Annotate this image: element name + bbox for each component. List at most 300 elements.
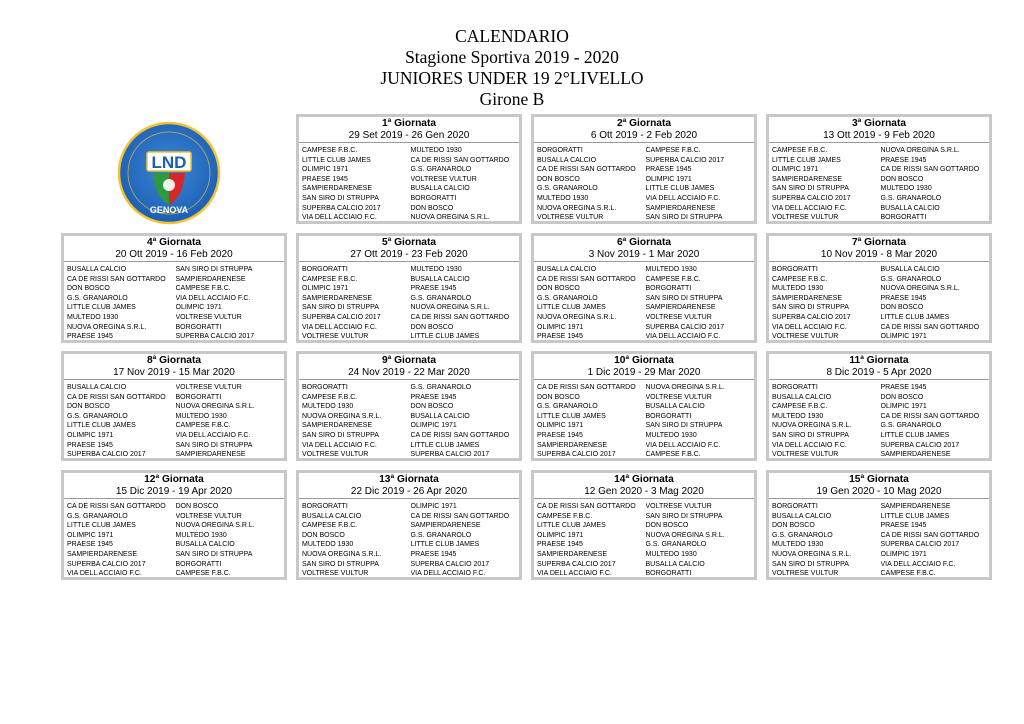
round-dates: 22 Dic 2019 - 26 Apr 2020 xyxy=(350,486,468,497)
match-list xyxy=(299,499,519,579)
home-team: LITTLE CLUB JAMES xyxy=(67,522,136,530)
away-team: SUPERBA CALCIO 2017 xyxy=(645,156,725,164)
match-row xyxy=(772,294,989,304)
away-team: LITTLE CLUB JAMES xyxy=(410,333,480,341)
match-row xyxy=(537,303,754,313)
round-label: Giornata xyxy=(629,237,672,248)
home-team: VIA DELL ACCIAIO F.C. xyxy=(772,441,847,449)
away-team: SAMPIERDARENESE xyxy=(880,503,951,510)
lnd-genova-logo xyxy=(117,121,221,225)
away-team: PRAESE 1945 xyxy=(645,166,692,174)
match-row xyxy=(67,450,284,460)
away-team: DON BOSCO xyxy=(175,503,219,510)
away-team: VIA DELL ACCIAIO F.C. xyxy=(175,294,251,302)
match-row xyxy=(772,184,989,194)
match-row xyxy=(772,550,989,560)
round-header xyxy=(299,354,519,380)
round-ordinal: a xyxy=(625,354,630,361)
away-team: OLIMPIC 1971 xyxy=(410,503,457,510)
round-label: Giornata xyxy=(159,237,202,248)
home-team: MULTEDO 1930 xyxy=(772,541,824,549)
match-row xyxy=(537,275,754,285)
round-title xyxy=(534,354,754,367)
match-row xyxy=(67,431,284,441)
group-line: Girone B xyxy=(479,89,545,109)
away-team: CAMPESE F.B.C. xyxy=(175,570,231,578)
match-row xyxy=(772,165,989,175)
away-team: SAN SIRO DI STRUPPA xyxy=(645,512,723,520)
away-team: BUSALLA CALCIO xyxy=(645,403,705,411)
away-team: BORGORATTI xyxy=(880,214,927,222)
away-team: CA DE RISSI SAN GOTTARDO xyxy=(880,412,980,420)
home-team: BORGORATTI xyxy=(537,147,583,154)
round-card xyxy=(766,351,992,461)
round-title xyxy=(299,236,519,249)
home-team: G.S. GRANAROLO xyxy=(772,531,833,539)
away-team: OLIMPIC 1971 xyxy=(880,403,927,411)
round-header xyxy=(769,354,989,380)
home-team: SUPERBA CALCIO 2017 xyxy=(302,204,381,212)
round-dates: 24 Nov 2019 - 22 Mar 2020 xyxy=(348,367,470,378)
away-team: SAMPIERDARENESE xyxy=(410,522,481,530)
away-team: CAMPESE F.B.C. xyxy=(880,570,936,578)
away-team: SAMPIERDARENESE xyxy=(175,275,246,283)
match-row xyxy=(302,550,519,560)
round-number: 11 xyxy=(849,355,861,366)
round-label: Giornata xyxy=(161,474,204,485)
home-team: PRAESE 1945 xyxy=(67,333,113,341)
document-title: CALENDARIO xyxy=(455,26,569,46)
away-team: BORGORATTI xyxy=(175,560,222,568)
away-team: BUSALLA CALCIO xyxy=(645,560,705,568)
away-team: BUSALLA CALCIO xyxy=(410,412,470,420)
round-ordinal: a xyxy=(625,473,630,480)
match-row xyxy=(67,540,284,550)
match-row xyxy=(67,265,284,275)
match-list xyxy=(64,262,284,342)
match-row xyxy=(302,265,519,275)
match-row xyxy=(67,313,284,323)
match-row xyxy=(537,332,754,342)
round-title xyxy=(534,117,754,130)
away-team: CAMPESE F.B.C. xyxy=(175,422,231,430)
home-team: CAMPESE F.B.C. xyxy=(302,275,358,283)
round-card xyxy=(296,351,522,461)
home-team: BUSALLA CALCIO xyxy=(772,393,832,401)
home-team: SAN SIRO DI STRUPPA xyxy=(302,304,379,312)
match-row xyxy=(302,213,519,223)
home-team: SAN SIRO DI STRUPPA xyxy=(772,431,849,439)
away-team: LITTLE CLUB JAMES xyxy=(410,441,480,449)
away-team: BUSALLA CALCIO xyxy=(410,185,470,193)
home-team: VOLTRESE VULTUR xyxy=(772,214,839,222)
home-team: BUSALLA CALCIO xyxy=(537,266,597,273)
match-row xyxy=(67,441,284,451)
home-team: SAMPIERDARENESE xyxy=(772,175,843,183)
round-dates: 29 Set 2019 - 26 Gen 2020 xyxy=(348,130,470,141)
match-row xyxy=(537,540,754,550)
match-row xyxy=(67,569,284,579)
away-team: VOLTRESE VULTUR xyxy=(410,175,477,183)
match-row xyxy=(302,521,519,531)
match-list xyxy=(769,262,989,342)
round-ordinal: a xyxy=(155,473,160,480)
match-row xyxy=(67,531,284,541)
match-row xyxy=(67,275,284,285)
match-list xyxy=(299,380,519,460)
round-header xyxy=(769,236,989,262)
match-row xyxy=(772,560,989,570)
away-team: PRAESE 1945 xyxy=(880,294,927,302)
away-team: VOLTRESE VULTUR xyxy=(175,384,242,391)
home-team: PRAESE 1945 xyxy=(537,333,583,341)
home-team: PRAESE 1945 xyxy=(67,541,113,549)
round-label: Giornata xyxy=(394,355,437,366)
home-team: G.S. GRANAROLO xyxy=(537,294,598,302)
round-header xyxy=(64,236,284,262)
home-team: VOLTRESE VULTUR xyxy=(772,451,839,459)
round-number: 2 xyxy=(616,118,623,129)
match-row xyxy=(772,313,989,323)
round-title xyxy=(299,473,519,486)
match-row xyxy=(67,284,284,294)
logo-lnd-text: LND xyxy=(151,153,187,172)
match-row xyxy=(302,175,519,185)
away-team: VOLTRESE VULTUR xyxy=(645,503,712,510)
home-team: LITTLE CLUB JAMES xyxy=(67,304,136,312)
home-team: NUOVA OREGINA S.R.L. xyxy=(302,550,382,558)
home-team: CA DE RISSI SAN GOTTARDO xyxy=(67,275,166,283)
match-row xyxy=(537,213,754,223)
match-row xyxy=(302,146,519,156)
away-team: NUOVA OREGINA S.R.L. xyxy=(410,304,490,312)
match-row xyxy=(302,156,519,166)
round-card xyxy=(531,470,757,580)
away-team: BORGORATTI xyxy=(175,393,222,401)
home-team: G.S. GRANAROLO xyxy=(537,185,598,193)
away-team: NUOVA OREGINA S.R.L. xyxy=(880,147,960,154)
home-team: SAN SIRO DI STRUPPA xyxy=(302,560,379,568)
match-row xyxy=(772,421,989,431)
round-dates: 1 Dic 2019 - 29 Mar 2020 xyxy=(587,367,701,378)
away-team: DON BOSCO xyxy=(410,204,454,212)
home-team: VOLTRESE VULTUR xyxy=(537,214,604,222)
match-row xyxy=(67,502,284,512)
round-dates: 8 Dic 2019 - 5 Apr 2020 xyxy=(826,367,932,378)
home-team: SUPERBA CALCIO 2017 xyxy=(67,451,146,459)
round-card xyxy=(296,114,522,224)
home-team: CA DE RISSI SAN GOTTARDO xyxy=(537,275,636,283)
round-ordinal: a xyxy=(860,354,864,361)
away-team: NUOVA OREGINA S.R.L. xyxy=(175,522,255,530)
away-team: SUPERBA CALCIO 2017 xyxy=(175,333,255,341)
match-row xyxy=(67,512,284,522)
away-team: MULTEDO 1930 xyxy=(410,266,462,273)
match-row xyxy=(67,402,284,412)
home-team: CAMPESE F.B.C. xyxy=(537,512,593,520)
away-team: G.S. GRANAROLO xyxy=(645,541,707,549)
away-team: DON BOSCO xyxy=(880,175,924,183)
match-row xyxy=(302,165,519,175)
round-number: 1 xyxy=(381,118,388,129)
away-team: SAN SIRO DI STRUPPA xyxy=(175,441,253,449)
away-team: PRAESE 1945 xyxy=(410,285,457,293)
home-team: VIA DELL ACCIAIO F.C. xyxy=(772,204,847,212)
away-team: CA DE RISSI SAN GOTTARDO xyxy=(410,512,510,520)
home-team: BUSALLA CALCIO xyxy=(302,512,362,520)
category-line: JUNIORES UNDER 19 2°LIVELLO xyxy=(380,68,644,88)
match-row xyxy=(537,402,754,412)
away-team: NUOVA OREGINA S.R.L. xyxy=(645,384,725,391)
match-row xyxy=(302,450,519,460)
round-title xyxy=(64,236,284,249)
home-team: BORGORATTI xyxy=(302,503,348,510)
round-header xyxy=(64,354,284,380)
away-team: NUOVA OREGINA S.R.L. xyxy=(410,214,490,222)
home-team: PRAESE 1945 xyxy=(302,175,348,183)
home-team: SAMPIERDARENESE xyxy=(537,550,608,558)
home-team: CAMPESE F.B.C. xyxy=(772,147,828,154)
away-team: LITTLE CLUB JAMES xyxy=(880,512,950,520)
home-team: BUSALLA CALCIO xyxy=(67,384,127,391)
home-team: SUPERBA CALCIO 2017 xyxy=(537,451,616,459)
match-row xyxy=(302,303,519,313)
match-row xyxy=(772,194,989,204)
match-row xyxy=(302,294,519,304)
match-row xyxy=(302,412,519,422)
away-team: MULTEDO 1930 xyxy=(645,431,697,439)
round-header xyxy=(64,473,284,499)
home-team: NUOVA OREGINA S.R.L. xyxy=(772,422,852,430)
match-row xyxy=(537,323,754,333)
round-card xyxy=(61,351,287,461)
round-ordinal: a xyxy=(387,117,392,124)
match-row xyxy=(772,175,989,185)
lnd-logo-icon xyxy=(117,121,221,225)
match-list xyxy=(534,380,754,460)
match-row xyxy=(302,502,519,512)
away-team: VIA DELL ACCIAIO F.C. xyxy=(645,441,721,449)
home-team: SAMPIERDARENESE xyxy=(772,294,843,302)
home-team: PRAESE 1945 xyxy=(537,431,583,439)
home-team: VOLTRESE VULTUR xyxy=(772,333,839,341)
match-row xyxy=(772,512,989,522)
round-ordinal: a xyxy=(622,236,627,243)
round-label: Giornata xyxy=(159,355,202,366)
match-row xyxy=(772,441,989,451)
match-row xyxy=(302,204,519,214)
home-team: MULTEDO 1930 xyxy=(302,541,354,549)
home-team: PRAESE 1945 xyxy=(537,541,583,549)
match-list xyxy=(769,499,989,579)
match-row xyxy=(772,275,989,285)
match-row xyxy=(537,421,754,431)
round-label: Giornata xyxy=(394,237,437,248)
away-team: LITTLE CLUB JAMES xyxy=(410,541,480,549)
away-team: BORGORATTI xyxy=(175,323,222,331)
match-row xyxy=(67,560,284,570)
round-number: 14 xyxy=(614,474,626,485)
match-row xyxy=(772,146,989,156)
match-row xyxy=(537,521,754,531)
round-header xyxy=(299,236,519,262)
away-team: PRAESE 1945 xyxy=(880,156,927,164)
home-team: CAMPESE F.B.C. xyxy=(302,522,358,530)
round-dates: 15 Dic 2019 - 19 Apr 2020 xyxy=(115,486,233,497)
home-team: OLIMPIC 1971 xyxy=(67,431,114,439)
round-label: Giornata xyxy=(864,118,907,129)
home-team: BUSALLA CALCIO xyxy=(67,266,127,273)
match-list xyxy=(769,380,989,460)
home-team: OLIMPIC 1971 xyxy=(302,166,349,174)
away-team: VIA DELL ACCIAIO F.C. xyxy=(880,560,956,568)
home-team: MULTEDO 1930 xyxy=(67,313,119,321)
match-row xyxy=(772,569,989,579)
round-number: 8 xyxy=(146,355,153,366)
home-team: BUSALLA CALCIO xyxy=(772,512,832,520)
round-label: Giornata xyxy=(866,474,909,485)
round-header xyxy=(769,473,989,499)
round-number: 5 xyxy=(381,237,388,248)
match-row xyxy=(772,521,989,531)
round-ordinal: a xyxy=(387,236,392,243)
round-number: 7 xyxy=(851,237,858,248)
round-title xyxy=(299,354,519,367)
match-row xyxy=(67,421,284,431)
away-team: NUOVA OREGINA S.R.L. xyxy=(645,531,725,539)
away-team: CAMPESE F.B.C. xyxy=(645,275,701,283)
match-row xyxy=(537,156,754,166)
match-list xyxy=(299,262,519,342)
away-team: SAN SIRO DI STRUPPA xyxy=(645,422,723,430)
match-row xyxy=(302,431,519,441)
round-title xyxy=(769,354,989,367)
round-ordinal: a xyxy=(387,354,392,361)
match-row xyxy=(302,402,519,412)
home-team: DON BOSCO xyxy=(537,175,580,183)
home-team: G.S. GRANAROLO xyxy=(67,294,128,302)
home-team: CA DE RISSI SAN GOTTARDO xyxy=(67,393,166,401)
match-row xyxy=(772,332,989,342)
match-row xyxy=(537,512,754,522)
away-team: DON BOSCO xyxy=(410,323,454,331)
home-team: CAMPESE F.B.C. xyxy=(772,403,828,411)
home-team: OLIMPIC 1971 xyxy=(537,422,584,430)
home-team: CA DE RISSI SAN GOTTARDO xyxy=(537,384,636,391)
round-ordinal: a xyxy=(857,236,862,243)
home-team: SAN SIRO DI STRUPPA xyxy=(302,194,379,202)
away-team: PRAESE 1945 xyxy=(880,522,927,530)
match-row xyxy=(67,294,284,304)
away-team: CA DE RISSI SAN GOTTARDO xyxy=(410,156,510,164)
round-card xyxy=(531,233,757,343)
home-team: CA DE RISSI SAN GOTTARDO xyxy=(537,503,636,510)
round-dates: 6 Ott 2019 - 2 Feb 2020 xyxy=(590,130,698,141)
home-team: MULTEDO 1930 xyxy=(772,412,824,420)
home-team: LITTLE CLUB JAMES xyxy=(537,304,606,312)
away-team: OLIMPIC 1971 xyxy=(175,304,222,312)
home-team: VOLTRESE VULTUR xyxy=(772,570,839,578)
home-team: SAMPIERDARENESE xyxy=(67,550,138,558)
away-team: BUSALLA CALCIO xyxy=(410,275,470,283)
round-dates: 27 Ott 2019 - 23 Feb 2020 xyxy=(350,249,468,260)
home-team: BORGORATTI xyxy=(302,266,348,273)
match-row xyxy=(772,540,989,550)
home-team: VIA DELL ACCIAIO F.C. xyxy=(67,570,142,578)
home-team: DON BOSCO xyxy=(537,393,580,401)
match-row xyxy=(537,194,754,204)
home-team: SAMPIERDARENESE xyxy=(302,294,373,302)
home-team: CA DE RISSI SAN GOTTARDO xyxy=(537,166,636,174)
round-title xyxy=(64,473,284,486)
document-header xyxy=(0,26,1024,110)
away-team: BORGORATTI xyxy=(645,285,692,293)
away-team: OLIMPIC 1971 xyxy=(880,333,927,341)
away-team: CAMPESE F.B.C. xyxy=(175,285,231,293)
home-team: SUPERBA CALCIO 2017 xyxy=(67,560,146,568)
match-row xyxy=(302,540,519,550)
away-team: BORGORATTI xyxy=(645,570,692,578)
round-number: 9 xyxy=(381,355,388,366)
round-label: Giornata xyxy=(394,118,437,129)
round-number: 13 xyxy=(379,474,391,485)
home-team: VOLTRESE VULTUR xyxy=(302,570,369,578)
home-team: DON BOSCO xyxy=(772,522,815,530)
match-row xyxy=(772,156,989,166)
away-team: SAMPIERDARENESE xyxy=(645,304,716,312)
match-row xyxy=(67,383,284,393)
home-team: SAN SIRO DI STRUPPA xyxy=(302,431,379,439)
away-team: SAMPIERDARENESE xyxy=(175,451,246,459)
home-team: CAMPESE F.B.C. xyxy=(302,393,358,401)
match-row xyxy=(67,550,284,560)
match-row xyxy=(772,303,989,313)
match-row xyxy=(67,393,284,403)
away-team: BORGORATTI xyxy=(410,194,457,202)
match-row xyxy=(302,421,519,431)
away-team: SUPERBA CALCIO 2017 xyxy=(645,323,725,331)
home-team: DON BOSCO xyxy=(302,531,345,539)
match-list xyxy=(64,380,284,460)
home-team: VOLTRESE VULTUR xyxy=(302,451,369,459)
match-list xyxy=(534,143,754,223)
away-team: VOLTRESE VULTUR xyxy=(175,313,242,321)
home-team: DON BOSCO xyxy=(67,403,110,411)
home-team: VIA DELL ACCIAIO F.C. xyxy=(302,323,377,331)
home-team: OLIMPIC 1971 xyxy=(67,531,114,539)
away-team: PRAESE 1945 xyxy=(410,550,457,558)
home-team: SUPERBA CALCIO 2017 xyxy=(302,313,381,321)
match-row xyxy=(302,441,519,451)
round-dates: 19 Gen 2020 - 10 Mag 2020 xyxy=(816,486,942,497)
match-row xyxy=(772,412,989,422)
away-team: SAN SIRO DI STRUPPA xyxy=(645,294,723,302)
match-row xyxy=(67,323,284,333)
home-team: G.S. GRANAROLO xyxy=(67,512,128,520)
away-team: DON BOSCO xyxy=(645,522,689,530)
home-team: SUPERBA CALCIO 2017 xyxy=(772,313,851,321)
home-team: SAN SIRO DI STRUPPA xyxy=(772,560,849,568)
round-dates: 20 Ott 2019 - 16 Feb 2020 xyxy=(115,249,233,260)
away-team: G.S. GRANAROLO xyxy=(880,194,942,202)
away-team: SUPERBA CALCIO 2017 xyxy=(410,560,490,568)
away-team: DON BOSCO xyxy=(880,393,924,401)
round-ordinal: a xyxy=(152,354,157,361)
home-team: SAN SIRO DI STRUPPA xyxy=(772,304,849,312)
away-team: VIA DELL ACCIAIO F.C. xyxy=(410,570,486,578)
away-team: SAN SIRO DI STRUPPA xyxy=(175,266,253,273)
home-team: LITTLE CLUB JAMES xyxy=(67,422,136,430)
